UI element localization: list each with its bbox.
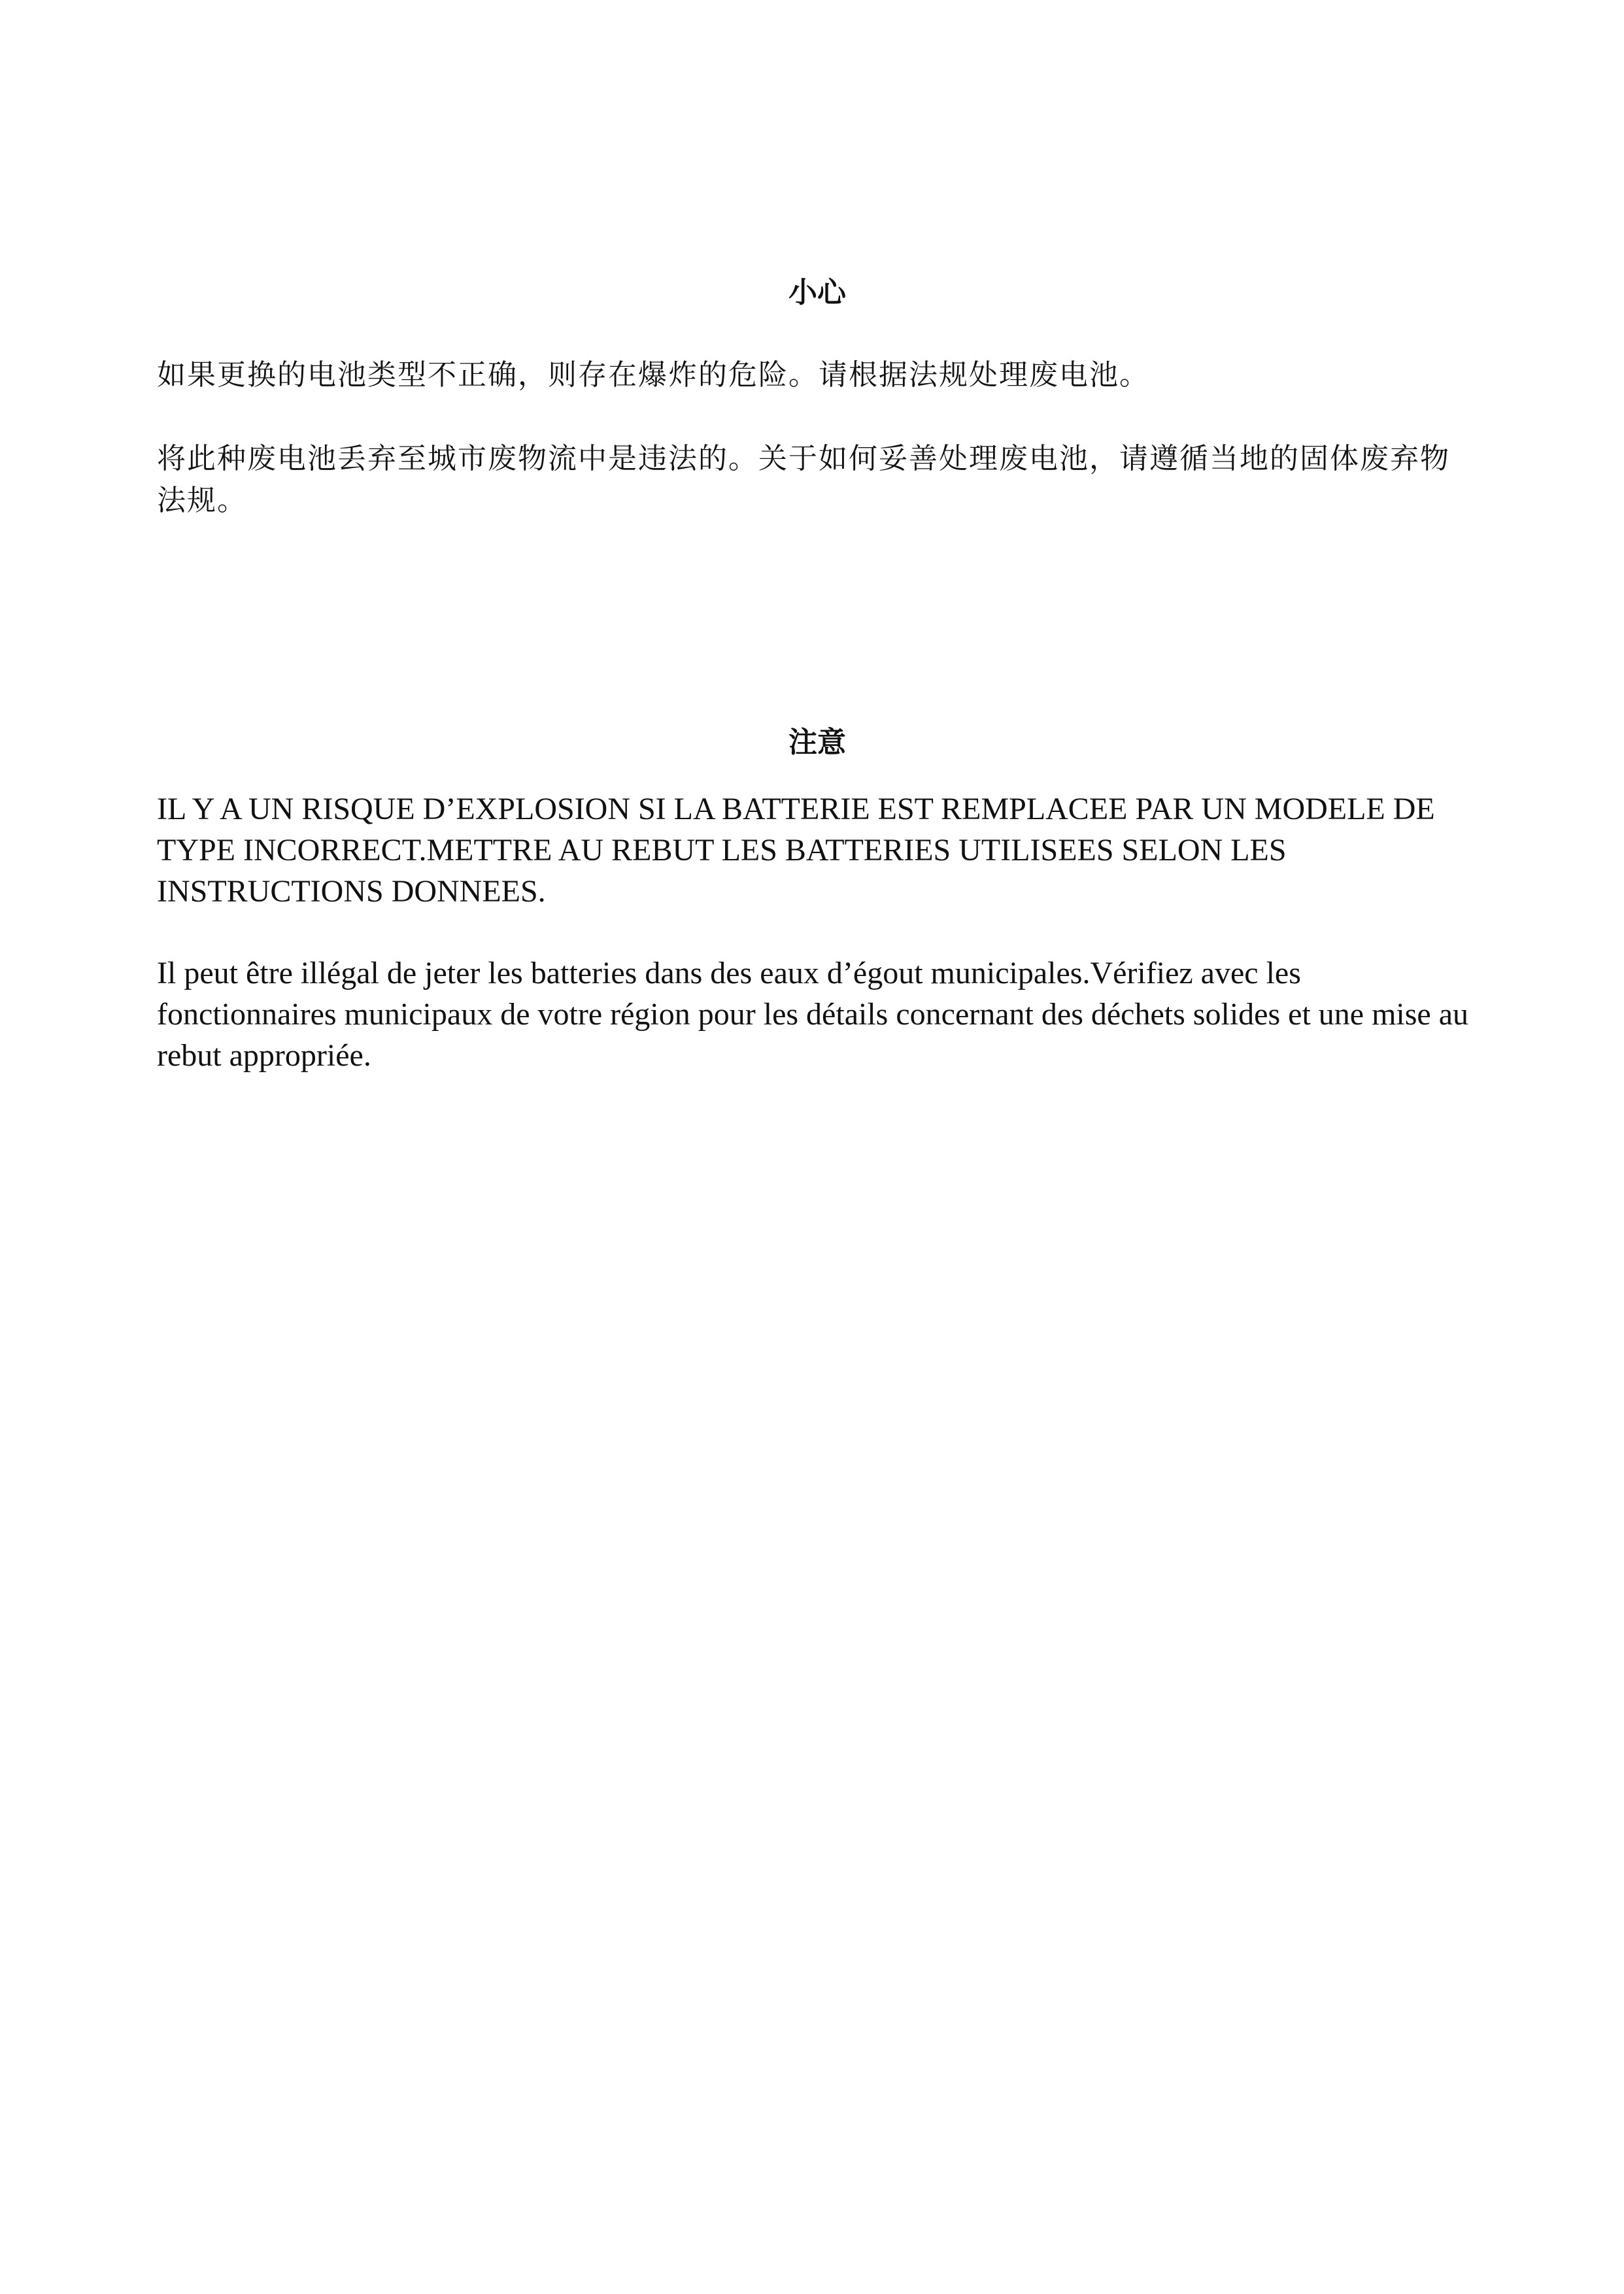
caution-section-french <box>157 723 1478 1076</box>
caution-paragraph-french-1: IL Y A UN RISQUE D’EXPLOSION SI LA BATTERIE EST REMPLACEE PAR UN MODELE DE TYPE INCORRECT.METTRE AU REBUT LES BATTERIES UTILISEES SELON LES INSTRUCTIONS DONNEES. <box>157 792 1435 909</box>
caution-heading-french: 注意 <box>788 726 846 759</box>
caution-paragraph-french-2: Il peut être illégal de jeter les batteries dans des eaux d’égout municipales.Vérifiez avec les fonctionnaires municipaux de votre région pour les détails concernant des déchets solides et une mise au rebut appropriée. <box>157 956 1469 1073</box>
caution-paragraph-chinese-2: 将此种废电池丢弃至城市废物流中是违法的。关于如何妥善处理废电池，请遵循当地的固体废弃物法规。 <box>157 442 1450 517</box>
caution-paragraph-chinese-1: 如果更换的电池类型不正确，则存在爆炸的危险。请根据法规处理废电池。 <box>157 358 1149 392</box>
caution-heading-chinese: 小心 <box>788 276 846 309</box>
caution-section-chinese <box>157 273 1478 522</box>
